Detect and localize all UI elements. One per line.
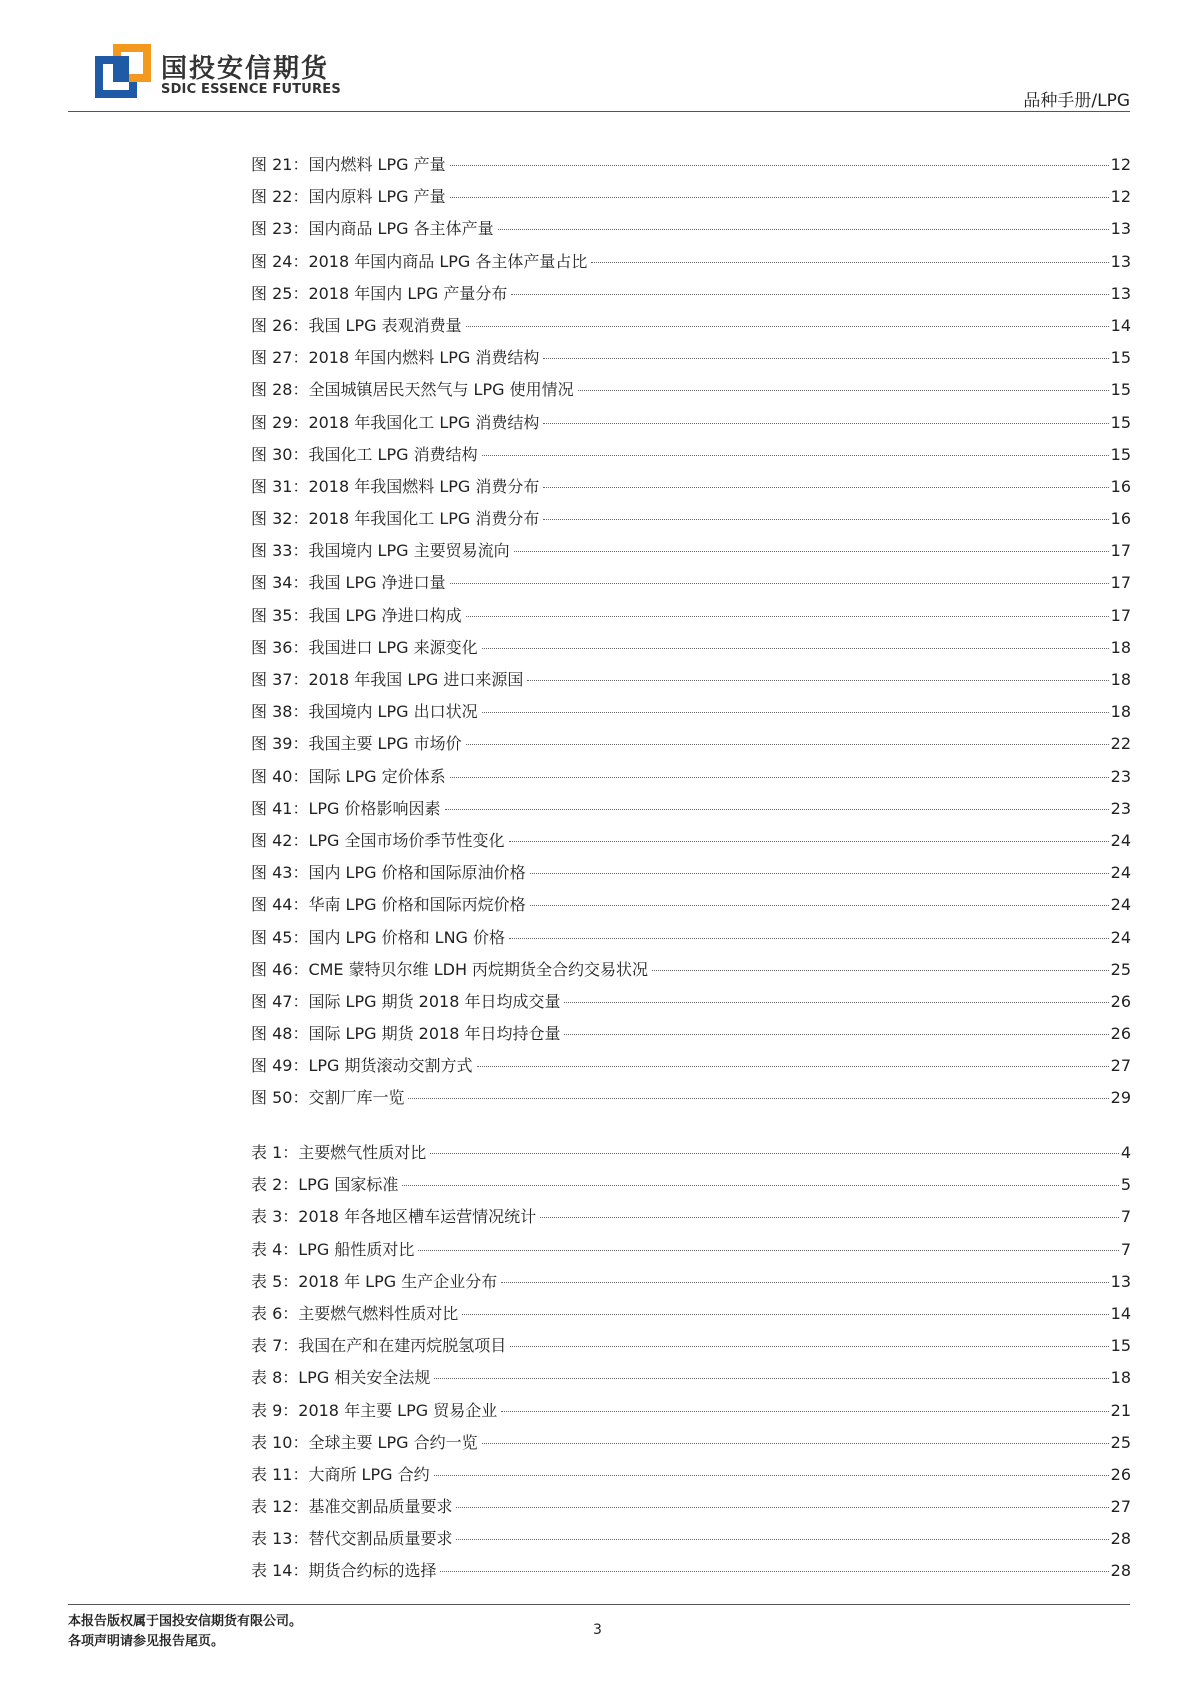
figure-entry-page: 12 (1110, 155, 1131, 174)
table-entry-page: 5 (1120, 1175, 1131, 1195)
table-entry-title: 表 13：替代交割品质量要求 (251, 1529, 453, 1549)
logo-chinese-name: 国投安信期货 (161, 54, 330, 84)
header-divider (68, 111, 1130, 112)
table-entry-page: 26 (1110, 1464, 1131, 1484)
figure-entry[interactable] (251, 216, 1131, 248)
figure-entry[interactable] (251, 860, 1131, 892)
table-entry[interactable] (251, 1237, 1131, 1269)
table-entry-page: 4 (1120, 1143, 1131, 1162)
table-entry-title: 表 3：2018 年各地区槽车运营情况统计 (251, 1207, 537, 1227)
dot-leader (466, 616, 1109, 617)
dot-leader (418, 1250, 1118, 1251)
table-entry[interactable] (251, 1269, 1131, 1301)
dot-leader (450, 583, 1109, 584)
dot-leader (543, 487, 1108, 488)
dot-leader (482, 712, 1109, 713)
dot-leader (482, 455, 1109, 456)
figure-entry-title: 图 31：2018 年我国燃料 LPG 消费分布 (251, 476, 540, 496)
dot-leader (543, 358, 1108, 359)
table-entry-page: 25 (1110, 1432, 1131, 1452)
table-entry-title: 表 9：2018 年主要 LPG 贸易企业 (251, 1400, 498, 1420)
figure-entry-title: 图 26：我国 LPG 表观消费量 (251, 315, 462, 335)
footer-divider (68, 1604, 1130, 1605)
figure-entry[interactable] (251, 474, 1131, 506)
page-number: 3 (593, 1622, 602, 1638)
figure-entry-title: 图 38：我国境内 LPG 出口状况 (251, 702, 478, 722)
table-entry[interactable] (251, 1204, 1131, 1236)
dot-leader (564, 1002, 1108, 1003)
figure-entry[interactable] (251, 281, 1131, 313)
figure-entry-page: 26 (1110, 991, 1131, 1011)
table-entry-title: 表 7：我国在产和在建丙烷脱氢项目 (251, 1336, 507, 1356)
figure-entry[interactable] (251, 152, 1131, 184)
table-entry[interactable] (251, 1365, 1131, 1397)
figure-entry-title: 图 34：我国 LPG 净进口量 (251, 573, 446, 593)
figure-entry[interactable] (251, 184, 1131, 216)
table-entry-page: 21 (1110, 1400, 1131, 1420)
table-entry-page: 14 (1110, 1303, 1131, 1323)
figure-entry-page: 16 (1110, 476, 1131, 496)
figure-entry[interactable] (251, 1085, 1131, 1117)
figure-entry-page: 13 (1110, 219, 1131, 239)
figure-entry-page: 16 (1110, 509, 1131, 529)
figure-entry[interactable] (251, 345, 1131, 377)
table-entry[interactable] (251, 1462, 1131, 1494)
figure-entry-page: 25 (1110, 959, 1131, 979)
dot-leader (450, 165, 1109, 166)
table-entry[interactable] (251, 1301, 1131, 1333)
figure-entry-page: 23 (1110, 798, 1131, 818)
dot-leader (652, 970, 1109, 971)
figure-entry-page: 17 (1110, 541, 1131, 561)
figure-entry-page: 24 (1110, 927, 1131, 947)
dot-leader (564, 1034, 1108, 1035)
table-entry-title: 表 8：LPG 相关安全法规 (251, 1368, 431, 1388)
figure-entry-page: 18 (1110, 637, 1131, 657)
figure-entry[interactable] (251, 313, 1131, 345)
figure-entry[interactable] (251, 699, 1131, 731)
table-entry[interactable] (251, 1430, 1131, 1462)
figure-entry-title: 图 23：国内商品 LPG 各主体产量 (251, 219, 494, 239)
figure-entry-page: 24 (1110, 895, 1131, 915)
figure-entry-title: 图 37：2018 年我国 LPG 进口来源国 (251, 670, 524, 689)
figure-entry-title: 图 30：我国化工 LPG 消费结构 (251, 444, 478, 464)
figure-entry-title: 图 43：国内 LPG 价格和国际原油价格 (251, 863, 526, 883)
figure-entry-title: 图 41：LPG 价格影响因素 (251, 798, 441, 818)
dot-leader (456, 1539, 1108, 1540)
figure-entry-page: 24 (1110, 863, 1131, 883)
table-entry-title: 表 12：基准交割品质量要求 (251, 1497, 453, 1517)
figure-entry[interactable] (251, 506, 1131, 538)
dot-leader (434, 1378, 1108, 1379)
figure-entry[interactable] (251, 667, 1131, 699)
figure-entry-page: 29 (1110, 1088, 1131, 1108)
table-entry-page: 7 (1120, 1239, 1131, 1259)
figure-entry[interactable] (251, 442, 1131, 474)
dot-leader (498, 229, 1109, 230)
figure-entry-page: 17 (1110, 573, 1131, 593)
table-entry[interactable] (251, 1558, 1131, 1590)
table-entry[interactable] (251, 1172, 1131, 1204)
figure-entry-page: 15 (1110, 412, 1131, 432)
table-entry-page: 15 (1110, 1336, 1131, 1356)
figure-entry[interactable] (251, 377, 1131, 409)
table-entry[interactable] (251, 1494, 1131, 1526)
table-entry[interactable] (251, 1398, 1131, 1430)
figure-entry-title: 图 45：国内 LPG 价格和 LNG 价格 (251, 927, 506, 947)
figure-entry-title: 图 33：我国境内 LPG 主要贸易流向 (251, 541, 510, 561)
dot-leader (501, 1282, 1108, 1283)
logo-mark-icon (95, 44, 151, 100)
figure-entry[interactable] (251, 892, 1131, 924)
figure-entry[interactable] (251, 764, 1131, 796)
figure-entry-title: 图 40：国际 LPG 定价体系 (251, 766, 446, 786)
figure-entry[interactable] (251, 731, 1131, 763)
figure-entry[interactable] (251, 1021, 1131, 1053)
dot-leader (527, 680, 1108, 681)
table-entry-page: 7 (1120, 1207, 1131, 1227)
figure-entry-title: 图 25：2018 年国内 LPG 产量分布 (251, 283, 508, 303)
company-logo (95, 44, 395, 104)
figure-entry-title: 图 42：LPG 全国市场价季节性变化 (251, 830, 505, 850)
dot-leader (408, 1098, 1108, 1099)
table-entry-page: 27 (1110, 1497, 1131, 1517)
figure-entry-page: 14 (1110, 315, 1131, 335)
table-entry-title: 表 6：主要燃气燃料性质对比 (251, 1303, 459, 1323)
figure-entry-page: 23 (1110, 766, 1131, 786)
figure-entry-page: 18 (1110, 702, 1131, 722)
table-entry-title: 表 1：主要燃气性质对比 (251, 1143, 427, 1162)
dot-leader (482, 1443, 1109, 1444)
figure-entry-title: 图 49：LPG 期货滚动交割方式 (251, 1056, 473, 1076)
dot-leader (482, 648, 1109, 649)
figure-entry-title: 图 32：2018 年我国化工 LPG 消费分布 (251, 509, 540, 529)
dot-leader (445, 809, 1109, 810)
figure-index (251, 152, 1131, 1118)
figure-entry[interactable] (251, 957, 1131, 989)
figure-entry[interactable] (251, 925, 1131, 957)
figure-entry[interactable] (251, 1053, 1131, 1085)
table-entry-title: 表 4：LPG 船性质对比 (251, 1239, 415, 1259)
dot-leader (477, 1066, 1109, 1067)
dot-leader (434, 1475, 1109, 1476)
dot-leader (540, 1217, 1119, 1218)
figure-entry-page: 15 (1110, 444, 1131, 464)
dot-leader (510, 1346, 1108, 1347)
figure-entry-title: 图 35：我国 LPG 净进口构成 (251, 605, 462, 625)
figure-entry-title: 图 28：全国城镇居民天然气与 LPG 使用情况 (251, 380, 574, 400)
figure-entry-title: 图 47：国际 LPG 期货 2018 年日均成交量 (251, 991, 561, 1011)
figure-entry[interactable] (251, 538, 1131, 570)
dot-leader (530, 873, 1109, 874)
copyright-notice: 本报告版权属于国投安信期货有限公司。 (68, 1614, 303, 1629)
dot-leader (466, 744, 1109, 745)
dot-leader (509, 938, 1109, 939)
figure-entry[interactable] (251, 603, 1131, 635)
figure-entry-title: 图 44：华南 LPG 价格和国际丙烷价格 (251, 895, 526, 915)
logo-english-name: SDIC ESSENCE FUTURES (161, 82, 341, 97)
table-entry[interactable] (251, 1333, 1131, 1365)
dot-leader (530, 905, 1109, 906)
figure-entry-title: 图 29：2018 年我国化工 LPG 消费结构 (251, 412, 540, 432)
dot-leader (430, 1153, 1119, 1154)
table-index (251, 1140, 1131, 1591)
figure-entry-page: 12 (1110, 187, 1131, 207)
dot-leader (440, 1571, 1108, 1572)
figure-entry-page: 18 (1110, 670, 1131, 689)
figure-entry-page: 24 (1110, 830, 1131, 850)
dot-leader (456, 1507, 1108, 1508)
table-entry-page: 13 (1110, 1271, 1131, 1291)
figure-entry-title: 图 39：我国主要 LPG 市场价 (251, 734, 462, 754)
table-entry-page: 28 (1110, 1529, 1131, 1549)
dot-leader (466, 326, 1109, 327)
table-entry[interactable] (251, 1526, 1131, 1558)
figure-entry-page: 13 (1110, 251, 1131, 271)
figure-entry[interactable] (251, 828, 1131, 860)
figure-entry-page: 13 (1110, 283, 1131, 303)
disclaimer-notice: 各项声明请参见报告尾页。 (68, 1634, 225, 1649)
figure-entry-title: 图 27：2018 年国内燃料 LPG 消费结构 (251, 348, 540, 368)
figure-entry-page: 26 (1110, 1024, 1131, 1044)
dot-leader (462, 1314, 1108, 1315)
figure-entry-title: 图 36：我国进口 LPG 来源变化 (251, 637, 478, 657)
table-entry-title: 表 10：全球主要 LPG 合约一览 (251, 1432, 478, 1452)
dot-leader (578, 390, 1109, 391)
figure-entry[interactable] (251, 249, 1131, 281)
figure-entry-title: 图 22：国内原料 LPG 产量 (251, 187, 446, 207)
table-entry-title: 表 5：2018 年 LPG 生产企业分布 (251, 1271, 498, 1291)
document-type: 品种手册/LPG (1023, 91, 1130, 111)
figure-entry-title: 图 50：交割厂库一览 (251, 1088, 405, 1108)
table-entry-title: 表 14：期货合约标的选择 (251, 1561, 437, 1581)
dot-leader (511, 294, 1108, 295)
figure-entry-page: 27 (1110, 1056, 1131, 1076)
figure-entry[interactable] (251, 989, 1131, 1021)
table-entry-page: 28 (1110, 1561, 1131, 1581)
dot-leader (543, 423, 1108, 424)
figure-entry-title: 图 21：国内燃料 LPG 产量 (251, 155, 446, 174)
table-entry[interactable] (251, 1140, 1131, 1172)
dot-leader (543, 519, 1108, 520)
dot-leader (450, 777, 1109, 778)
dot-leader (591, 262, 1108, 263)
table-entry-page: 18 (1110, 1368, 1131, 1388)
figure-entry[interactable] (251, 570, 1131, 602)
figure-entry-page: 15 (1110, 380, 1131, 400)
figure-entry[interactable] (251, 796, 1131, 828)
figure-entry-page: 22 (1110, 734, 1131, 754)
figure-entry[interactable] (251, 410, 1131, 442)
dot-leader (514, 551, 1109, 552)
dot-leader (402, 1185, 1118, 1186)
figure-entry-title: 图 46：CME 蒙特贝尔维 LDH 丙烷期货全合约交易状况 (251, 959, 649, 979)
figure-entry-page: 15 (1110, 348, 1131, 368)
figure-entry-title: 图 24：2018 年国内商品 LPG 各主体产量占比 (251, 251, 588, 271)
dot-leader (501, 1411, 1108, 1412)
table-entry-title: 表 2：LPG 国家标准 (251, 1175, 399, 1195)
dot-leader (450, 197, 1109, 198)
figure-entry[interactable] (251, 635, 1131, 667)
dot-leader (509, 841, 1109, 842)
table-entry-title: 表 11：大商所 LPG 合约 (251, 1464, 430, 1484)
figure-entry-page: 17 (1110, 605, 1131, 625)
figure-entry-title: 图 48：国际 LPG 期货 2018 年日均持仓量 (251, 1024, 561, 1044)
footer-disclaimer (68, 1612, 302, 1652)
